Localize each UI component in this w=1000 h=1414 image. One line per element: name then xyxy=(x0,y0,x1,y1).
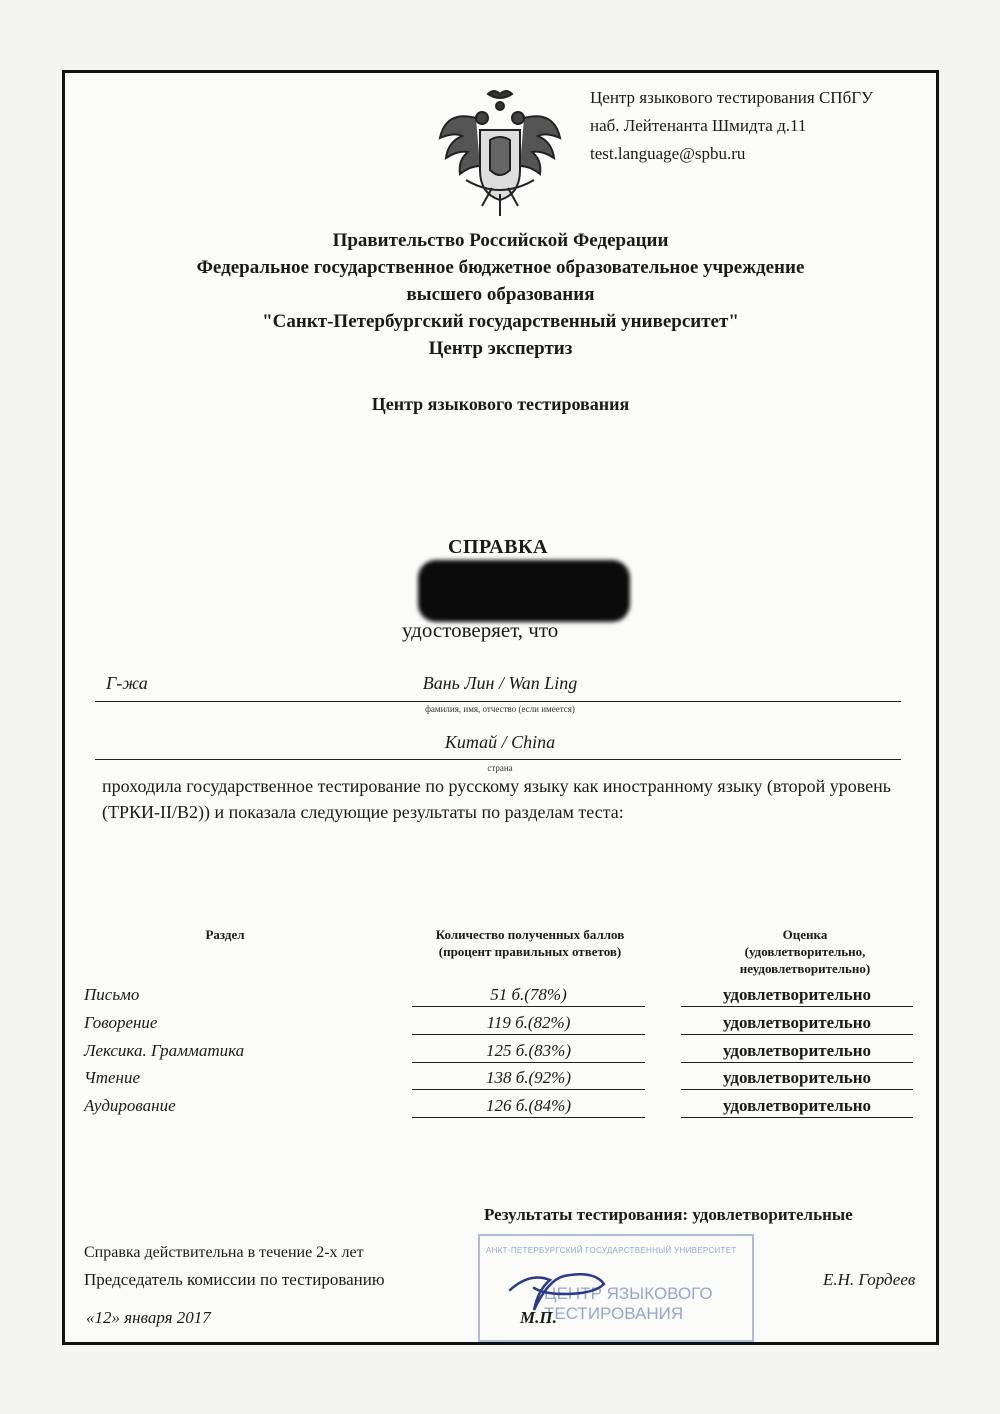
column-header-section: Раздел xyxy=(205,927,245,942)
row-grade-lexis-grammar: удовлетворительно xyxy=(681,1041,913,1063)
score-header-line-1: Количество полученных баллов xyxy=(435,927,625,942)
chairman-title: Председатель комиссии по тестированию xyxy=(84,1270,385,1289)
row-section-lexis-grammar: Лексика. Грамматика xyxy=(84,1041,245,1060)
row-grade-listening: удовлетворительно xyxy=(681,1096,913,1118)
institution-header xyxy=(62,227,939,362)
header-line-3: высшего образования xyxy=(406,284,595,305)
score-header-line-2: (процент правильных ответов) xyxy=(438,944,622,959)
country-caption: страна xyxy=(487,763,513,773)
row-grade-writing: удовлетворительно xyxy=(681,985,913,1007)
validity-note: Справка действительна в течение 2-х лет xyxy=(84,1244,364,1261)
person-name: Вань Лин / Wan Ling xyxy=(422,673,578,693)
certifies-text: удостоверяет, что xyxy=(402,618,559,642)
row-section-speaking: Говорение xyxy=(84,1013,158,1032)
row-section-writing: Письмо xyxy=(84,985,140,1004)
seal-place-mark: М.П. xyxy=(520,1308,557,1327)
row-section-reading: Чтение xyxy=(84,1068,141,1087)
country-value: Китай / China xyxy=(444,732,556,752)
center-name: Центр языкового тестирования xyxy=(371,394,630,414)
header-line-4: "Санкт-Петербургский государственный университет" xyxy=(262,311,739,332)
grade-header-line-3: неудовлетворительно) xyxy=(739,961,871,976)
header-line-5: Центр экспертиз xyxy=(428,338,573,359)
header-line-2: Федеральное государственное бюджетное образовательное учреждение xyxy=(196,257,805,278)
honorific: Г-жа xyxy=(106,673,148,693)
name-underline xyxy=(95,701,901,702)
address-email: test.language@spbu.ru xyxy=(590,144,746,163)
name-caption: фамилия, имя, отчество (если имеется) xyxy=(425,704,575,714)
column-header-score xyxy=(380,926,680,960)
address-line-1: Центр языкового тестирования СПбГУ xyxy=(590,88,874,107)
grade-header-line-2: (удовлетворительно, xyxy=(744,944,866,959)
country-underline xyxy=(95,759,901,760)
stamp-main-line-1: ЦЕНТР ЯЗЫКОВОГО xyxy=(544,1284,713,1303)
column-header-grade xyxy=(680,926,930,977)
row-score-speaking: 119 б.(82%) xyxy=(412,1013,645,1035)
stamp-main-line-2: ТЕСТИРОВАНИЯ xyxy=(544,1304,684,1323)
issue-date: «12» января 2017 xyxy=(86,1308,211,1327)
stamp-top-text: АНКТ-ПЕТЕРБУРГСКИЙ ГОСУДАРСТВЕННЫЙ УНИВЕРСИТЕТ xyxy=(486,1246,737,1255)
row-score-writing: 51 б.(78%) xyxy=(412,985,645,1007)
redaction-block xyxy=(418,560,630,622)
grade-header-line-1: Оценка xyxy=(782,927,828,942)
row-score-reading: 138 б.(92%) xyxy=(412,1068,645,1090)
row-score-lexis-grammar: 125 б.(83%) xyxy=(412,1041,645,1063)
spbu-emblem-icon xyxy=(436,84,564,224)
address-line-2: наб. Лейтенанта Шмидта д.11 xyxy=(590,116,807,135)
overall-result: Результаты тестирования: удовлетворительные xyxy=(484,1205,853,1224)
row-grade-speaking: удовлетворительно xyxy=(681,1013,913,1035)
row-grade-reading: удовлетворительно xyxy=(681,1068,913,1090)
body-paragraph: проходила государственное тестирование по русскому языку как иностранному языку (второй уровень (ТРКИ-II/B2)) и показала следующие результаты по разделам теста: xyxy=(102,776,891,822)
row-score-listening: 126 б.(84%) xyxy=(412,1096,645,1118)
header-line-1: Правительство Российской Федерации xyxy=(332,230,669,251)
row-section-listening: Аудирование xyxy=(84,1096,176,1115)
signatory-name: Е.Н. Гордеев xyxy=(823,1270,916,1289)
issuer-address xyxy=(590,84,873,168)
document-title: СПРАВКА xyxy=(448,536,548,558)
